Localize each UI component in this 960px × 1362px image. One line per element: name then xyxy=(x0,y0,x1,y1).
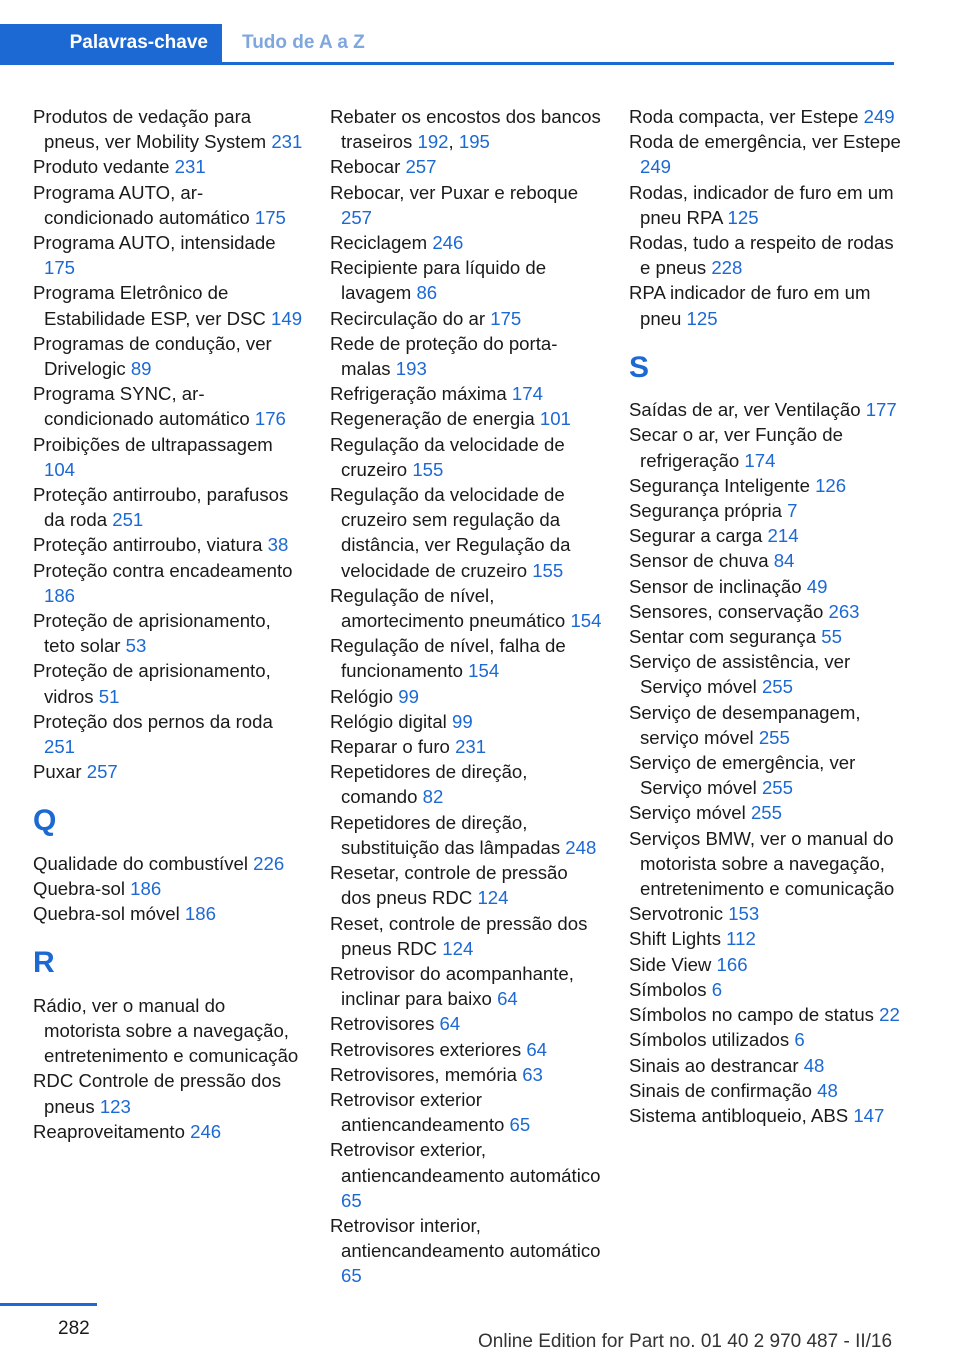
page-link[interactable]: 55 xyxy=(821,626,842,648)
entry-term: Sentar com segurança xyxy=(629,626,817,648)
entry-term: Retrovisores xyxy=(330,1013,435,1035)
page-link[interactable]: 174 xyxy=(744,449,776,471)
index-entry xyxy=(330,860,602,910)
index-entry xyxy=(330,331,602,381)
page-link[interactable]: 193 xyxy=(395,358,427,380)
index-entry xyxy=(330,734,602,759)
index-entry xyxy=(629,1103,901,1128)
page-link[interactable]: 153 xyxy=(728,903,760,925)
entry-term: Servotronic xyxy=(629,903,724,925)
entry-term: Programa AUTO, ar-condicionado automático xyxy=(33,181,250,228)
entry-term: Proibições de ultrapassagem xyxy=(33,433,273,455)
page-link[interactable]: 65 xyxy=(341,1189,362,1211)
entry-term: Regulação de nível, falha de funcionamento xyxy=(330,635,566,682)
page-link[interactable]: 231 xyxy=(271,131,303,153)
entry-term: Recirculação do ar xyxy=(330,307,486,329)
index-entry xyxy=(629,800,901,825)
entry-term: Rádio, ver o manual do motorista sobre a navegação, entretenimento e comunicação xyxy=(33,994,299,1067)
entry-term: Produto vedante xyxy=(33,156,170,178)
index-entry xyxy=(330,432,602,482)
index-entry xyxy=(629,649,901,699)
entry-term: Sensores, conservação xyxy=(629,600,824,622)
page-link[interactable]: 53 xyxy=(125,635,147,657)
entry-term: Símbolos xyxy=(629,978,707,1000)
entry-term: Proteção antirroubo, viatura xyxy=(33,534,263,556)
entry-term: Reparar o furo xyxy=(330,736,450,758)
page-link[interactable]: 175 xyxy=(254,206,286,228)
index-entry xyxy=(330,406,602,431)
page-link[interactable]: 64 xyxy=(497,988,518,1010)
index-entry xyxy=(33,432,305,482)
index-entry xyxy=(33,381,305,431)
index-entry xyxy=(629,1053,901,1078)
index-entry xyxy=(629,952,901,977)
index-entry xyxy=(33,658,305,708)
index-entry xyxy=(33,709,305,759)
index-entry xyxy=(330,255,602,305)
page-link[interactable]: 123 xyxy=(99,1095,131,1117)
page-link[interactable]: 154 xyxy=(468,660,500,682)
index-entry xyxy=(330,381,602,406)
page-link[interactable]: 255 xyxy=(761,676,793,698)
entry-term: Roda compacta, ver Estepe xyxy=(629,106,859,127)
entry-term: Relógio digital xyxy=(330,710,447,732)
entry-term: Rodas, tudo a respeito de rodas e pneus xyxy=(629,232,894,279)
entry-term: Serviço de assistência, ver Serviço móvel xyxy=(629,651,851,698)
index-entry xyxy=(330,230,602,255)
entry-term: Reaproveitamento xyxy=(33,1120,185,1142)
index-entry xyxy=(33,331,305,381)
entry-term: Qualidade do combustível xyxy=(33,852,248,874)
entry-term: Programas de condução, ver Drivelogic xyxy=(33,332,272,380)
index-entry xyxy=(629,750,901,800)
index-column-2 xyxy=(330,104,602,1289)
index-entry xyxy=(33,532,305,557)
entry-term: Quebra-sol móvel xyxy=(33,903,180,925)
page-link[interactable]: 186 xyxy=(184,903,216,925)
entry-term: Regulação de nível, amortecimento pneumático xyxy=(330,584,566,632)
page-link[interactable]: 124 xyxy=(442,937,474,959)
entry-term: Roda de emergência, ver Estepe xyxy=(629,131,901,153)
page-link[interactable]: 125 xyxy=(727,206,759,228)
index-entry xyxy=(629,397,901,422)
entry-term: Sistema antibloqueio, ABS xyxy=(629,1104,849,1126)
entry-term: Sinais de confirmação xyxy=(629,1079,812,1101)
index-entry xyxy=(330,154,602,179)
page-link[interactable]: 251 xyxy=(44,736,76,758)
entry-term: Sinais ao destrancar xyxy=(629,1054,799,1076)
footer-edition: Online Edition for Part no. 01 40 2 970 487 - II/16 xyxy=(478,1331,893,1352)
entry-term: Rebocar, ver Puxar e reboque xyxy=(330,181,579,203)
index-entry xyxy=(330,482,602,583)
page-link[interactable]: 263 xyxy=(828,600,860,622)
page-link[interactable]: 175 xyxy=(490,307,522,329)
entry-term: Rodas, indicador de furo em um pneu RPA xyxy=(629,181,894,228)
page-link[interactable]: 186 xyxy=(44,584,76,606)
entry-term: Produtos de vedação para pneus, ver Mobility System xyxy=(33,106,267,153)
page-link[interactable]: 99 xyxy=(398,685,419,707)
entry-term: Proteção contra encadeamento xyxy=(33,559,293,581)
page-link[interactable]: 177 xyxy=(865,399,897,421)
section-letter: R xyxy=(33,946,55,980)
entry-term: Retrovisor exterior antiencandeamento xyxy=(330,1088,505,1136)
entry-term: Reset, controle de pressão dos pneus RDC xyxy=(330,912,588,959)
section-letter: S xyxy=(629,350,650,384)
page-link[interactable]: 149 xyxy=(271,307,303,329)
index-entry xyxy=(33,901,305,926)
page-link[interactable]: 147 xyxy=(853,1104,885,1126)
page-link[interactable]: 104 xyxy=(44,458,76,480)
page-link[interactable]: 38 xyxy=(267,534,289,556)
entry-term: Proteção de aprisionamento, vidros xyxy=(33,660,271,707)
index-entry xyxy=(33,558,305,608)
page-link[interactable]: 124 xyxy=(477,887,509,909)
index-entry xyxy=(330,911,602,961)
entry-term: Repetidores de direção, comando xyxy=(330,761,528,808)
index-entry xyxy=(33,1068,305,1118)
entry-term: Retrovisor exterior, antiencandeamento automático xyxy=(330,1139,601,1186)
page-link[interactable]: 22 xyxy=(879,1004,900,1026)
index-entry xyxy=(629,599,901,624)
page-link[interactable]: 175 xyxy=(44,257,76,279)
index-entry xyxy=(330,1087,602,1137)
index-entry xyxy=(330,810,602,860)
page-link[interactable]: 257 xyxy=(405,156,437,178)
index-entry xyxy=(33,180,305,230)
entry-term: Repetidores de direção, substituição das lâmpadas xyxy=(330,811,561,858)
index-entry xyxy=(629,1078,901,1103)
index-entry xyxy=(33,1119,305,1144)
page-link[interactable]: 49 xyxy=(806,575,828,597)
entry-term: RDC Controle de pressão dos pneus xyxy=(33,1070,282,1117)
index-entry xyxy=(33,230,305,280)
entry-term: Programa Eletrônico de Estabilidade ESP, ver DSC xyxy=(33,282,266,329)
entry-term: Regulação da velocidade de cruzeiro xyxy=(330,433,565,480)
page-link[interactable]: 195 xyxy=(458,131,490,153)
index-entry xyxy=(330,1137,602,1213)
entry-term: Proteção de aprisionamento, teto solar xyxy=(33,610,271,657)
page-link[interactable]: 257 xyxy=(341,206,373,228)
index-entry xyxy=(33,993,305,1069)
page-link[interactable]: 84 xyxy=(773,550,795,572)
index-entry xyxy=(330,583,602,633)
entry-term: Regulação da velocidade de cruzeiro sem regulação da distância, ver Regulação da velocidade de cruzeiro xyxy=(330,484,571,581)
entry-term: Segurança Inteligente xyxy=(629,474,810,496)
page-link[interactable]: 176 xyxy=(254,408,286,430)
page-link[interactable]: 231 xyxy=(455,736,487,758)
page-link[interactable]: 63 xyxy=(522,1063,543,1085)
page-link[interactable]: 112 xyxy=(726,928,756,950)
page-link[interactable]: 65 xyxy=(341,1265,362,1287)
entry-term: Retrovisores, memória xyxy=(330,1063,518,1085)
page-link[interactable]: 48 xyxy=(803,1054,825,1076)
index-column-1 xyxy=(33,104,305,1144)
index-entry xyxy=(33,280,305,330)
index-entry xyxy=(629,129,901,179)
entry-term: Retrovisores exteriores xyxy=(330,1038,522,1060)
index-entry xyxy=(629,473,901,498)
index-entry xyxy=(629,230,901,280)
entry-term: Rebater os encostos dos bancos traseiros xyxy=(330,106,601,153)
page-link[interactable]: 6 xyxy=(711,978,723,1000)
entry-term: Serviço de desempanagem, serviço móvel xyxy=(629,701,861,748)
index-entry xyxy=(629,104,901,129)
index-entry xyxy=(33,759,305,784)
index-entry xyxy=(629,700,901,750)
index-entry xyxy=(330,633,602,683)
page-link[interactable]: 82 xyxy=(422,786,444,808)
page-number-bar xyxy=(0,1303,97,1306)
page-link[interactable]: 228 xyxy=(711,257,743,279)
index-entry xyxy=(330,684,602,709)
entry-term: Retrovisor do acompanhante, inclinar para baixo xyxy=(330,962,574,1010)
page-link[interactable]: 166 xyxy=(716,953,748,975)
page-link[interactable]: 246 xyxy=(190,1120,222,1142)
index-entry xyxy=(629,422,901,472)
entry-term: Saídas de ar, ver Ventilação xyxy=(629,399,861,421)
page-number: 282 xyxy=(58,1318,90,1339)
index-entry xyxy=(629,498,901,523)
index-entry xyxy=(330,961,602,1011)
index-entry xyxy=(33,154,305,179)
index-entry xyxy=(629,574,901,599)
index-entry xyxy=(330,759,602,809)
entry-term: Símbolos utilizados xyxy=(629,1029,790,1051)
index-entry xyxy=(330,709,602,734)
entry-term: Programa SYNC, ar-condicionado automático xyxy=(33,383,250,430)
entry-term: Regeneração de energia xyxy=(330,408,535,430)
entry-term: Shift Lights xyxy=(629,928,721,950)
page-link[interactable]: 249 xyxy=(863,106,895,127)
entry-term: Sensor de inclinação xyxy=(629,575,802,597)
section-letter: Q xyxy=(33,804,57,838)
index-entry xyxy=(330,1213,602,1289)
entry-term: Programa AUTO, intensidade xyxy=(33,232,276,254)
index-entry xyxy=(33,608,305,658)
page-link[interactable]: 257 xyxy=(86,761,118,783)
entry-term: Símbolos no campo de status xyxy=(629,1004,874,1026)
entry-term: Segurar a carga xyxy=(629,525,763,547)
entry-term: Quebra-sol xyxy=(33,878,125,900)
entry-term: Relógio xyxy=(330,685,394,707)
page-link[interactable]: 251 xyxy=(112,509,144,531)
entry-term: Rede de proteção do porta-malas xyxy=(330,332,558,380)
entry-term: Reciclagem xyxy=(330,232,428,254)
page-link[interactable]: 64 xyxy=(439,1013,461,1035)
page-link[interactable]: 7 xyxy=(787,500,798,522)
entry-term: Secar o ar, ver Função de refrigeração xyxy=(629,424,843,471)
entry-term: Retrovisor interior, antiencandeamento automático xyxy=(330,1214,601,1262)
page-link[interactable]: 226 xyxy=(253,852,285,874)
entry-term: Proteção dos pernos da roda xyxy=(33,710,273,732)
page-link[interactable]: 155 xyxy=(412,458,444,480)
index-entry xyxy=(629,548,901,573)
page-link[interactable]: 48 xyxy=(817,1079,838,1101)
page-link[interactable]: 186 xyxy=(130,878,162,900)
entry-term: RPA indicador de furo em um pneu xyxy=(629,282,871,329)
page-link[interactable]: 249 xyxy=(640,156,672,178)
index-column-3 xyxy=(629,104,901,1128)
index-entry xyxy=(629,624,901,649)
entry-term: Resetar, controle de pressão dos pneus RDC xyxy=(330,862,568,909)
index-entry xyxy=(629,180,901,230)
page-link[interactable]: 255 xyxy=(750,802,782,824)
page-link[interactable]: 246 xyxy=(432,232,464,254)
page-link[interactable]: 255 xyxy=(758,726,790,748)
index-entry xyxy=(33,851,305,876)
index-entry xyxy=(629,826,901,902)
page-link[interactable]: 231 xyxy=(174,156,206,178)
page-link[interactable]: 65 xyxy=(509,1114,531,1136)
entry-term: Refrigeração máxima xyxy=(330,383,507,405)
tab-tudo-de-a-a-z[interactable]: Tudo de A a Z xyxy=(242,32,365,53)
entry-term: Side View xyxy=(629,953,712,975)
page-link[interactable]: 255 xyxy=(761,777,793,799)
index-entry xyxy=(629,1002,901,1027)
index-entry xyxy=(33,876,305,901)
entry-term: Serviço de emergência, ver Serviço móvel xyxy=(629,752,856,799)
index-entry xyxy=(629,977,901,1002)
entry-term: Rebocar xyxy=(330,156,401,178)
page-link[interactable]: 64 xyxy=(526,1038,548,1060)
page-link[interactable]: 99 xyxy=(451,710,473,732)
index-entry xyxy=(629,926,901,951)
index-entry xyxy=(330,1011,602,1036)
entry-term: Puxar xyxy=(33,761,82,783)
page-link[interactable]: 101 xyxy=(539,408,571,430)
entry-term: Segurança própria xyxy=(629,500,782,522)
page-link[interactable]: 192 xyxy=(417,131,449,153)
page-link[interactable]: 51 xyxy=(98,685,120,707)
index-entry xyxy=(330,180,602,230)
index-entry: Rebater os encostos dos bancos traseiros 192, 195 xyxy=(330,106,601,153)
entry-term: Proteção antirroubo, parafusos da roda xyxy=(33,484,289,531)
index-entry xyxy=(330,1037,602,1062)
index-entry xyxy=(330,1062,602,1087)
index-entry xyxy=(629,1027,901,1052)
page-link[interactable]: 214 xyxy=(767,525,799,547)
page-link[interactable]: 154 xyxy=(570,610,602,632)
index-entry xyxy=(629,901,901,926)
index-entry xyxy=(33,482,305,532)
page-link[interactable]: 125 xyxy=(686,307,718,329)
entry-term: Serviços BMW, ver o manual do motorista sobre a navegação, entretenimento e comunicação xyxy=(629,827,895,900)
page-link[interactable]: 89 xyxy=(130,358,152,380)
index-entry xyxy=(330,306,602,331)
index-entry xyxy=(629,523,901,548)
page-link[interactable]: 155 xyxy=(532,559,564,581)
entry-term: Serviço móvel xyxy=(629,802,746,824)
index-entry xyxy=(629,280,901,330)
page-link[interactable]: 6 xyxy=(794,1029,805,1051)
tab-palavras-chave[interactable]: Palavras-chave xyxy=(0,24,222,62)
page-link[interactable]: 86 xyxy=(416,282,438,304)
entry-term: Recipiente para líquido de lavagem xyxy=(330,257,547,304)
header-tabs xyxy=(0,24,894,65)
page-link[interactable]: 174 xyxy=(511,383,543,405)
page-link[interactable]: 126 xyxy=(815,474,847,496)
page-link[interactable]: 248 xyxy=(565,836,597,858)
entry-term: Sensor de chuva xyxy=(629,550,769,572)
index-entry xyxy=(33,104,305,154)
